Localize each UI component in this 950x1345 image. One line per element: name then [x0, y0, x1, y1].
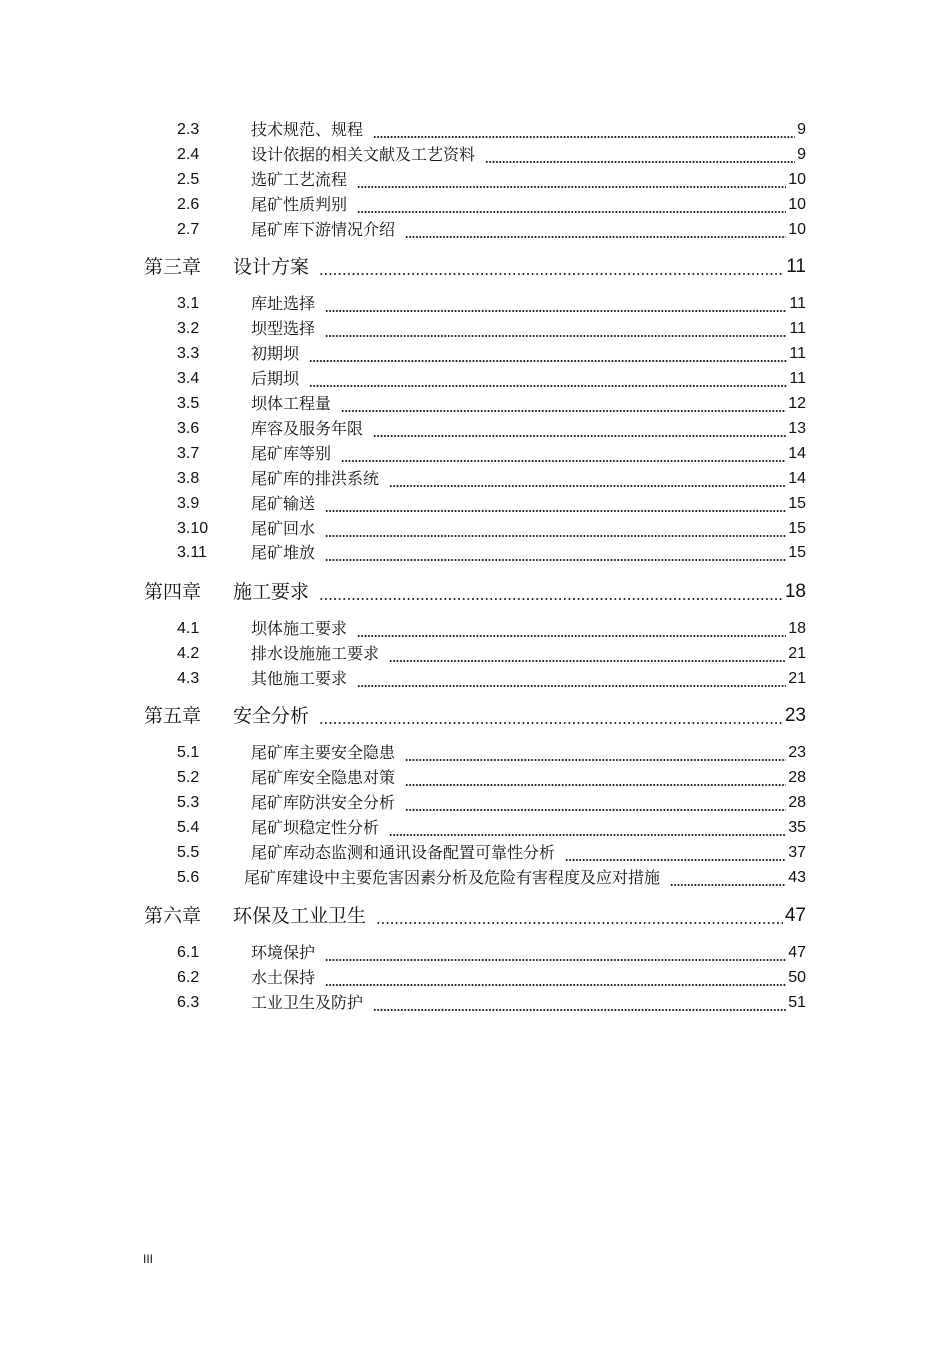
page-number: 15 — [788, 495, 806, 512]
section-number: 3.9 — [177, 495, 200, 512]
section-number: 2.7 — [177, 221, 200, 238]
toc-chapter-entry[interactable] — [0, 253, 950, 281]
chapter-number: 第六章 — [144, 905, 202, 927]
page-number: 9 — [797, 121, 806, 138]
page-number: 35 — [788, 819, 806, 836]
toc-chapter-entry[interactable] — [0, 902, 950, 930]
page-number: 23 — [788, 744, 806, 761]
page-number: 14 — [788, 445, 806, 462]
toc-entry[interactable] — [0, 741, 950, 765]
section-number: 3.4 — [177, 370, 200, 387]
section-title: 后期坝 — [251, 369, 300, 388]
toc-entry[interactable] — [0, 517, 950, 541]
section-title: 库容及服务年限 — [251, 419, 364, 438]
toc-entry[interactable] — [0, 991, 950, 1015]
page-number: 11 — [789, 345, 806, 362]
section-number: 5.6 — [177, 869, 200, 886]
page-number: 51 — [788, 994, 806, 1011]
chapter-title: 安全分析 — [233, 705, 310, 727]
page-number: 15 — [788, 544, 806, 561]
section-title: 坝体工程量 — [251, 394, 332, 413]
toc-entry[interactable] — [0, 218, 950, 242]
dot-leader — [325, 535, 786, 537]
section-number: 3.3 — [177, 345, 200, 362]
toc-chapter-entry[interactable] — [0, 702, 950, 730]
toc-entry[interactable] — [0, 417, 950, 441]
dot-leader — [309, 360, 787, 362]
page-number: 10 — [788, 221, 806, 238]
section-title: 水土保持 — [251, 968, 316, 987]
section-number: 4.2 — [177, 645, 200, 662]
chapter-number: 第五章 — [144, 705, 202, 727]
dot-leader — [319, 722, 783, 724]
toc-entry[interactable] — [0, 143, 950, 167]
toc-entry[interactable] — [0, 667, 950, 691]
section-title: 尾矿库防洪安全分析 — [251, 793, 396, 812]
section-number: 3.2 — [177, 320, 200, 337]
section-number: 3.7 — [177, 445, 200, 462]
chapter-title: 施工要求 — [233, 581, 310, 603]
section-title: 设计依据的相关文献及工艺资料 — [251, 145, 476, 164]
dot-leader — [319, 273, 784, 275]
toc-entry[interactable] — [0, 317, 950, 341]
dot-leader — [373, 435, 786, 437]
toc-entry[interactable] — [0, 193, 950, 217]
dot-leader — [325, 335, 787, 337]
section-title: 环境保护 — [251, 943, 316, 962]
page-number: 9 — [797, 146, 806, 163]
page-number: 23 — [784, 705, 806, 726]
dot-leader — [325, 310, 787, 312]
dot-leader — [357, 635, 786, 637]
section-title: 库址选择 — [251, 294, 316, 313]
page-number: 15 — [788, 520, 806, 537]
dot-leader — [405, 759, 786, 761]
page-number: 14 — [788, 470, 806, 487]
toc-entry[interactable] — [0, 467, 950, 491]
page-number: 12 — [788, 395, 806, 412]
page-number: 28 — [788, 794, 806, 811]
dot-leader — [565, 859, 786, 861]
section-title: 尾矿库的排洪系统 — [251, 469, 380, 488]
toc-entry[interactable] — [0, 168, 950, 192]
chapter-number: 第三章 — [144, 256, 202, 278]
dot-leader — [405, 809, 786, 811]
section-title: 坝体施工要求 — [251, 619, 348, 638]
page-number: 10 — [788, 196, 806, 213]
dot-leader — [670, 884, 786, 886]
dot-leader — [357, 186, 786, 188]
section-title: 尾矿库下游情况介绍 — [251, 220, 396, 239]
toc-chapter-entry[interactable] — [0, 578, 950, 606]
section-number: 6.2 — [177, 969, 200, 986]
section-title: 选矿工艺流程 — [251, 170, 348, 189]
section-title: 尾矿库等别 — [251, 444, 332, 463]
dot-leader — [373, 1009, 786, 1011]
page-number: 11 — [789, 295, 806, 312]
section-number: 6.1 — [177, 944, 200, 961]
section-number: 5.4 — [177, 819, 200, 836]
dot-leader — [309, 385, 787, 387]
toc-entry[interactable] — [0, 492, 950, 516]
dot-leader — [325, 984, 786, 986]
toc-entry[interactable] — [0, 118, 950, 142]
section-title: 尾矿堆放 — [251, 543, 316, 562]
section-title: 尾矿坝稳定性分析 — [251, 818, 380, 837]
page-number: 43 — [788, 869, 806, 886]
chapter-title: 设计方案 — [233, 256, 310, 278]
section-number: 5.2 — [177, 769, 200, 786]
dot-leader — [325, 559, 786, 561]
page-number: 47 — [788, 944, 806, 961]
toc-entry[interactable] — [0, 392, 950, 416]
section-number: 5.3 — [177, 794, 200, 811]
section-title: 尾矿输送 — [251, 494, 316, 513]
toc-entry[interactable] — [0, 442, 950, 466]
section-title: 尾矿库动态监测和通讯设备配置可靠性分析 — [251, 843, 556, 862]
toc-entry[interactable] — [0, 367, 950, 391]
dot-leader — [373, 136, 795, 138]
dot-leader — [376, 922, 783, 924]
page-number: 50 — [788, 969, 806, 986]
toc-entry[interactable] — [0, 292, 950, 316]
page-number: 11 — [789, 370, 806, 387]
dot-leader — [341, 460, 786, 462]
section-number: 3.5 — [177, 395, 200, 412]
section-number: 2.6 — [177, 196, 200, 213]
section-title: 技术规范、规程 — [251, 120, 364, 139]
dot-leader — [405, 236, 786, 238]
section-number: 2.3 — [177, 121, 200, 138]
page-number: 18 — [784, 581, 806, 602]
section-title: 工业卫生及防护 — [251, 993, 364, 1012]
page-number: 28 — [788, 769, 806, 786]
toc-entry[interactable] — [0, 841, 950, 865]
toc-entry[interactable] — [0, 966, 950, 990]
section-title: 尾矿回水 — [251, 519, 316, 538]
page-number: 18 — [788, 620, 806, 637]
dot-leader — [389, 660, 786, 662]
chapter-title: 环保及工业卫生 — [233, 905, 367, 927]
page-footer-number: III — [143, 1252, 154, 1266]
dot-leader — [405, 784, 786, 786]
toc-entry[interactable] — [0, 617, 950, 641]
section-title: 尾矿库主要安全隐患 — [251, 743, 396, 762]
section-number: 3.1 — [177, 295, 200, 312]
page-number: 13 — [788, 420, 806, 437]
toc-entry[interactable] — [0, 791, 950, 815]
toc-entry[interactable] — [0, 816, 950, 840]
dot-leader — [485, 161, 795, 163]
dot-leader — [325, 959, 786, 961]
toc-entry[interactable] — [0, 642, 950, 666]
section-title: 尾矿性质判别 — [251, 195, 348, 214]
section-number: 3.11 — [177, 544, 207, 561]
page-number: 21 — [788, 645, 806, 662]
toc-entry[interactable] — [0, 766, 950, 790]
section-number: 2.5 — [177, 171, 200, 188]
section-number: 3.10 — [177, 520, 209, 537]
section-title: 排水设施施工要求 — [251, 644, 380, 663]
section-number: 4.3 — [177, 670, 200, 687]
toc-entry[interactable] — [0, 541, 950, 565]
section-number: 3.8 — [177, 470, 200, 487]
toc-entry[interactable] — [0, 342, 950, 366]
page-number: 21 — [788, 670, 806, 687]
section-title: 坝型选择 — [251, 319, 316, 338]
dot-leader — [341, 410, 786, 412]
page-number: 47 — [784, 905, 806, 926]
section-number: 5.1 — [177, 744, 200, 761]
toc-entry[interactable] — [0, 866, 950, 890]
section-number: 2.4 — [177, 146, 200, 163]
dot-leader — [389, 834, 786, 836]
page-number: 10 — [788, 171, 806, 188]
page-number: 11 — [789, 320, 806, 337]
dot-leader — [325, 510, 786, 512]
toc-entry[interactable] — [0, 941, 950, 965]
section-number: 4.1 — [177, 620, 200, 637]
section-number: 3.6 — [177, 420, 200, 437]
chapter-number: 第四章 — [144, 581, 202, 603]
dot-leader — [357, 685, 786, 687]
section-title: 初期坝 — [251, 344, 300, 363]
section-title: 尾矿库安全隐患对策 — [251, 768, 396, 787]
page-number: 11 — [786, 256, 806, 277]
section-title: 其他施工要求 — [251, 669, 348, 688]
section-number: 5.5 — [177, 844, 200, 861]
dot-leader — [389, 485, 786, 487]
dot-leader — [357, 211, 786, 213]
section-number: 6.3 — [177, 994, 200, 1011]
section-title: 尾矿库建设中主要危害因素分析及危险有害程度及应对措施 — [244, 868, 661, 887]
dot-leader — [319, 598, 783, 600]
page-number: 37 — [788, 844, 806, 861]
